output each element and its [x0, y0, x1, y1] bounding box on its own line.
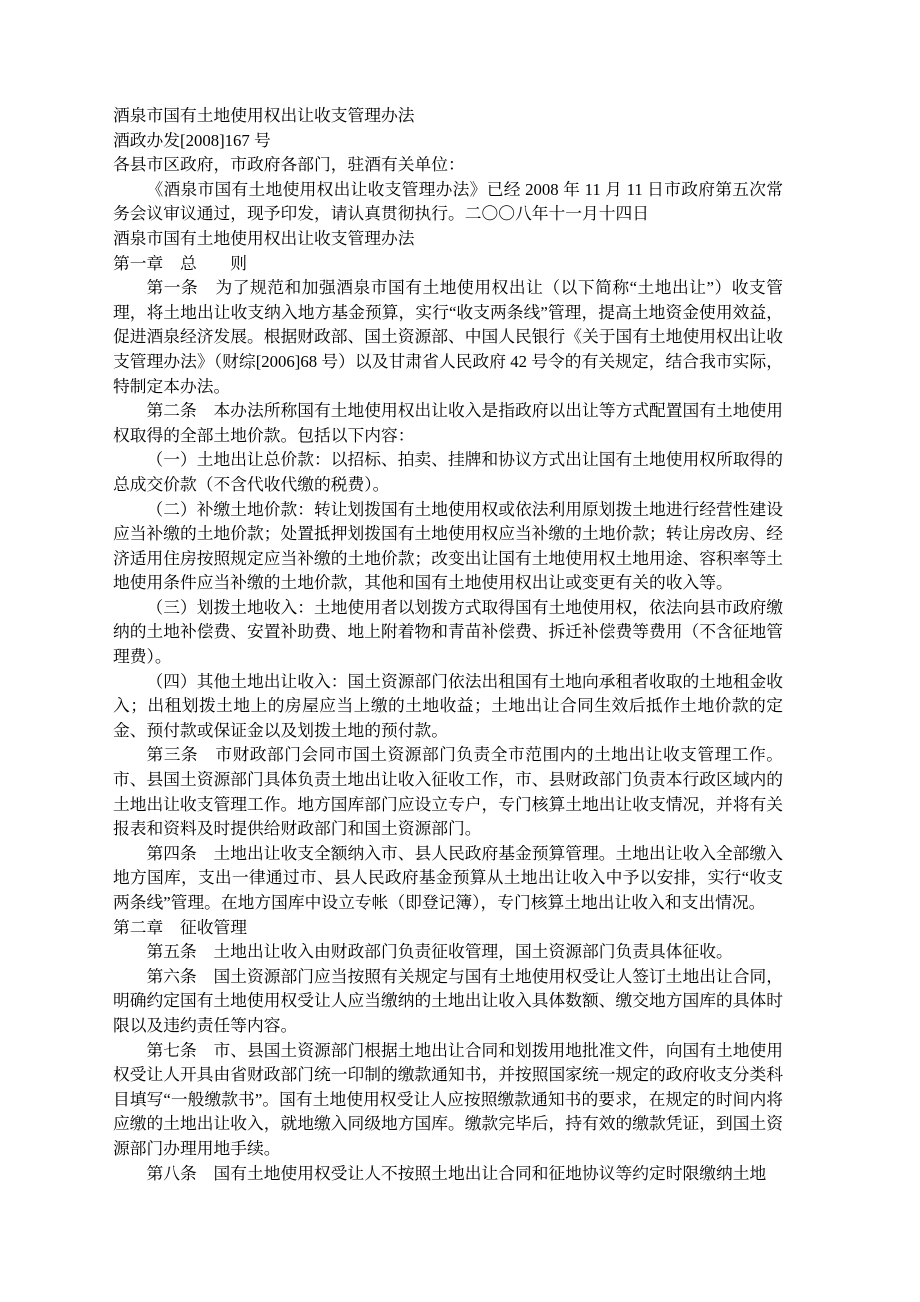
article-2-item-1: （一）土地出让总价款：以招标、拍卖、挂牌和协议方式出让国有土地使用权所取得的总成交价款（不含代收代缴的税费）。: [113, 450, 784, 494]
article-2-item-2: （二）补缴土地价款：转让划拨国有土地使用权或依法利用原划拨土地进行经营性建设应当补缴的土地价款；处置抵押划拨国有土地使用权应当补缴的土地价款；转让房改房、经济适用住房按照规定应当补缴的土地价款；改变出让国有土地使用权土地用途、容积率等土地使用条件应当补缴的土地价款，其他和国有土地使用权出让或变更有关的收入等。: [113, 499, 784, 593]
issuance-note: 《酒泉市国有土地使用权出让收支管理办法》已经 2008 年 11 月 11 日市政府第五次常务会议审议通过，现予印发，请认真贯彻执行。二〇〇八年十一月十四日: [113, 179, 783, 224]
article-6: 第六条 国土资源部门应当按照有关规定与国有土地使用权受让人签订土地出让合同，明确约定国有土地使用权受让人应当缴纳的土地出让收入具体数额、缴交地方国库的具体时限以及违约责任等内容。: [113, 966, 784, 1035]
article-8-partial: 第八条 国有土地使用权受让人不按照土地出让合同和征地协议等约定时限缴纳土地: [146, 1163, 767, 1183]
regulation-title: 酒泉市国有土地使用权出让收支管理办法: [113, 228, 415, 248]
article-2: 第二条 本办法所称国有土地使用权出让收入是指政府以出让等方式配置国有土地使用权取得的全部土地价款。包括以下内容：: [113, 401, 784, 445]
article-4: 第四条 土地出让收支全额纳入市、县人民政府基金预算管理。土地出让收入全部缴入地方国库，支出一律通过市、县人民政府基金预算从土地出让收入中予以安排，实行“收支两条线”管理。在地方国库中设立专帐（即登记簿），专门核算土地出让收入和支出情况。: [113, 843, 784, 912]
document-body: [113, 104, 783, 1186]
doc-number: 酒政办发[2008]167 号: [113, 130, 271, 150]
chapter-2-heading: 第二章 征收管理: [113, 917, 248, 937]
article-3: 第三条 市财政部门会同市国土资源部门负责全市范围内的土地出让收支管理工作。市、县国土资源部门具体负责土地出让收入征收工作，市、县财政部门负责本行政区域内的土地出让收支管理工作。地方国库部门应设立专户，专门核算土地出让收支情况，并将有关报表和资料及时提供给财政部门和国土资源部门。: [113, 745, 784, 839]
article-7: 第七条 市、县国土资源部门根据土地出让合同和划拨用地批准文件，向国有土地使用权受让人开具由省财政部门统一印制的缴款通知书，并按照国家统一规定的政府收支分类科目填写“一般缴款书”。国有土地使用权受让人应按照缴款通知书的要求，在规定的时间内将应缴的土地出让收入，就地缴入同级地方国库。缴款完毕后，持有效的缴款凭证，到国土资源部门办理用地手续。: [113, 1040, 784, 1158]
doc-title: 酒泉市国有土地使用权出让收支管理办法: [113, 106, 415, 125]
chapter-1-heading: 第一章 总 则: [113, 253, 248, 273]
article-1: 第一条 为了规范和加强酒泉市国有土地使用权出让（以下简称“土地出让”）收支管理，将土地出让收支纳入地方基金预算，实行“收支两条线”管理，提高土地资金使用效益，促进酒泉经济发展。根据财政部、国土资源部、中国人民银行《关于国有土地使用权出让收支管理办法》（财综[2006]68 号）以及甘肃省人民政府 42 号令的有关规定，结合我市实际，特制定本办法。: [113, 278, 784, 396]
addressees: 各县市区政府，市政府各部门，驻酒有关单位：: [113, 155, 465, 175]
article-2-item-4: （四）其他土地出让收入：国土资源部门依法出租国有土地向承租者收取的土地租金收入；出租划拨土地上的房屋应当上缴的土地收益；土地出让合同生效后抵作土地价款的定金、预付款或保证金以及划拨土地的预付款。: [113, 671, 784, 740]
article-5: 第五条 土地出让收入由财政部门负责征收管理，国土资源部门负责具体征收。: [146, 942, 733, 962]
article-2-item-3: （三）划拨土地收入：土地使用者以划拨方式取得国有土地使用权，依法向县市政府缴纳的土地补偿费、安置补助费、地上附着物和青苗补偿费、拆迁补偿费等费用（不含征地管理费）。: [113, 597, 784, 667]
